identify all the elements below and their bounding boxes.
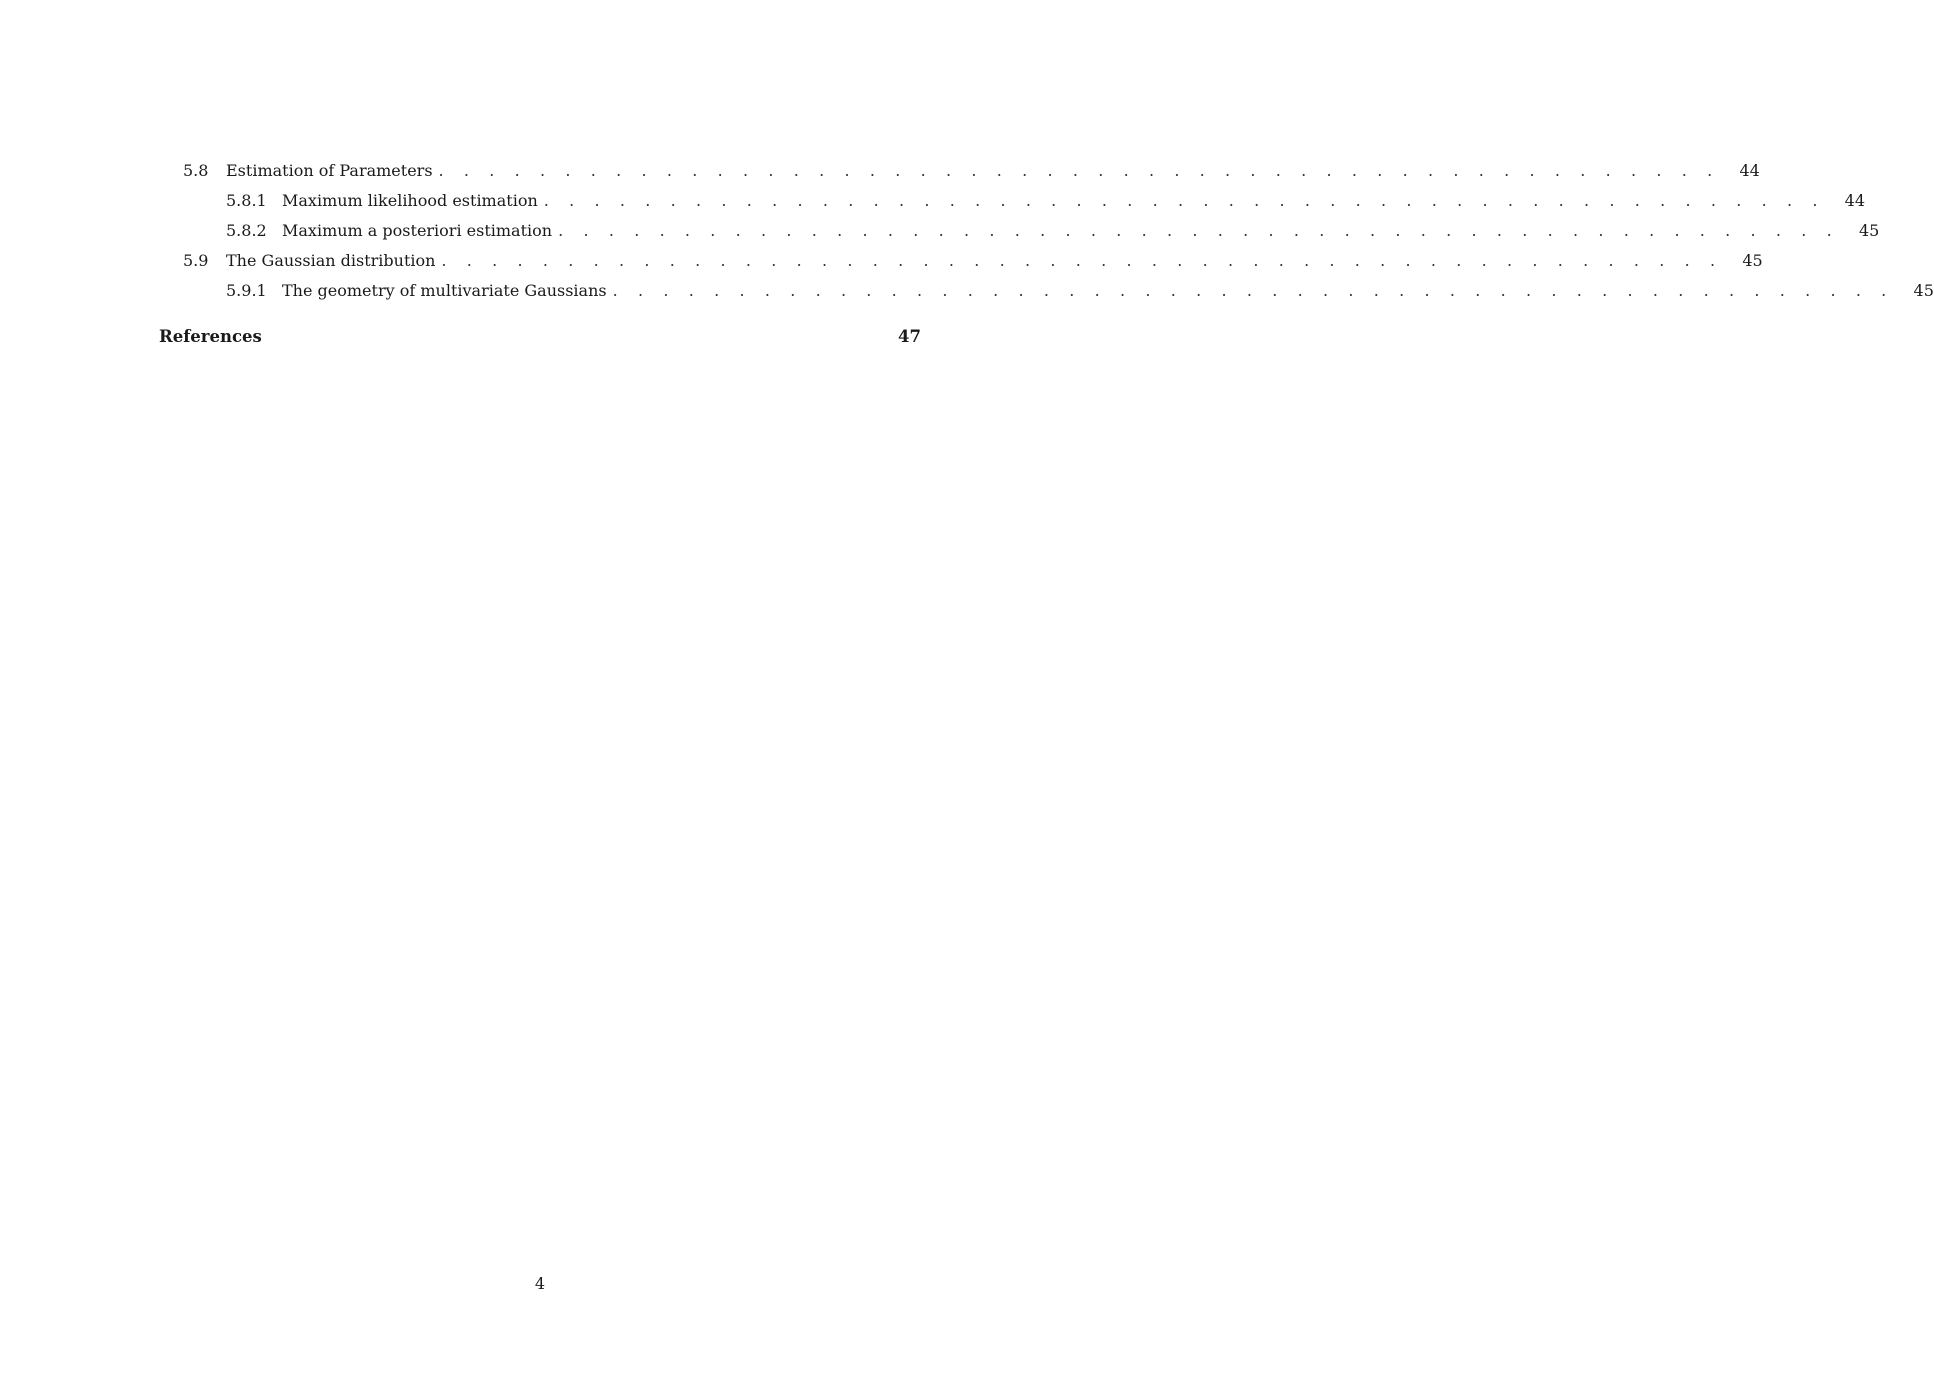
toc-entry-title: Maximum likelihood estimation (282, 190, 544, 212)
toc-entry-number: 5.8.1 (226, 191, 267, 210)
toc-entry-title: The geometry of multivariate Gaussians (282, 280, 613, 302)
toc-entry-number: 5.8.2 (226, 221, 267, 240)
toc-entry-5-9-1[interactable] (226, 280, 1934, 302)
dot-leader: . . . . . . . . . . . . . . . . . . . . . . . . . . . . . . . . . . . . . . . . . . . . . . . . . . . (438, 161, 1720, 180)
toc-entry-5-9[interactable] (183, 250, 1763, 272)
dot-leader: . . . . . . . . . . . . . . . . . . . . . . . . . . . . . . . . . . . . . . . . . . . . . . . . . . . (612, 281, 1894, 300)
toc-entry-page: 44 (1844, 191, 1866, 210)
toc-entry-page: 47 (898, 327, 921, 346)
toc-entry-5-8[interactable] (183, 160, 1760, 182)
toc-entry-page: 44 (1739, 161, 1760, 180)
toc-entry-title: Estimation of Parameters (226, 160, 439, 182)
dot-leader: . . . . . . . . . . . . . . . . . . . . . . . . . . . . . . . . . . . . . . . . . . . . . . . . . . . (543, 191, 1826, 210)
toc-entry-5-8-2[interactable] (226, 220, 1880, 242)
dot-leader: . . . . . . . . . . . . . . . . . . . . . . . . . . . . . . . . . . . . . . . . . . . . . . . . . . . (558, 221, 1840, 240)
toc-entry-page: 45 (1742, 251, 1763, 270)
toc-entry-number: 5.9.1 (226, 281, 267, 300)
page-number: 4 (534, 1274, 546, 1293)
toc-entry-number: 5.8 (183, 161, 209, 180)
toc-entry-page: 45 (1859, 221, 1880, 240)
toc-entry-number: 5.9 (183, 251, 209, 270)
toc-entry-5-8-1[interactable] (226, 190, 1866, 212)
toc-entry-title: The Gaussian distribution (226, 250, 441, 272)
toc-entry-title: Maximum a posteriori estimation (282, 220, 558, 242)
toc-entry-title: References (159, 326, 881, 348)
toc-entry-page: 45 (1913, 281, 1934, 300)
toc-entry-references[interactable] (159, 326, 921, 348)
dot-leader: . . . . . . . . . . . . . . . . . . . . . . . . . . . . . . . . . . . . . . . . . . . . . . . . . . . (441, 251, 1723, 270)
